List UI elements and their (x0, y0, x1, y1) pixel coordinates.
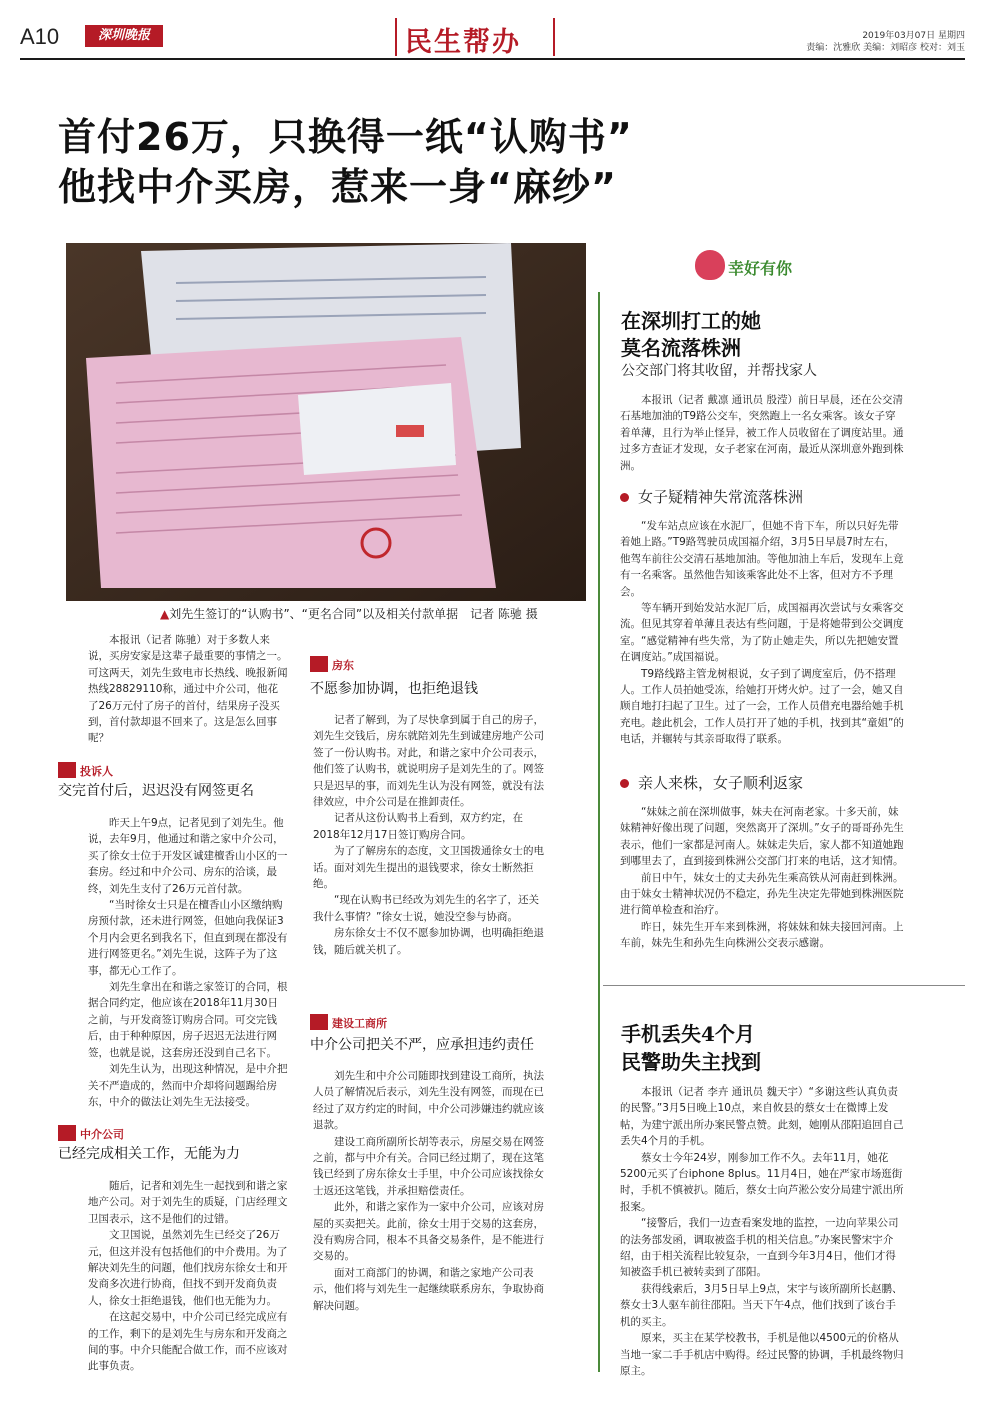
section-body-landlord (313, 712, 548, 958)
section-body-agency (88, 1178, 288, 1375)
photo-caption (160, 605, 538, 622)
paragraph: 等车辆开到始发站水泥厂后，成国福再次尝试与女乘客交流。但见其穿着单薄且表达有些问题，于是将她带到公交调度室。“感觉精神有些失常，为了防止她走失，所以先把她安置在调度站。”成国福说。 (620, 602, 904, 664)
paragraph: “发车站点应该在水泥厂，但她不肯下车，所以只好先带着她上路。”T9路驾驶员成国福介绍，3月5日早晨7时左右，他驾车前往公交清石基地加油。等他加油上车后，发现车上竟有一名乘客。虽然他告知该乘客此处不上客，但对方不予理会。 (620, 520, 904, 598)
paragraph: 本报讯（记者 戴凛 通讯员 殷滢）前日早晨，还在公交清石基地加油的T9路公交车，突然跑上一名女乘客。该女子穿着单薄，且行为举止怪异，被工作人员收留在了调度站里。通过多方查证才发现，女子老家在河南，最近从深圳意外跑到株洲。 (620, 394, 904, 472)
red-mark-icon (310, 656, 328, 672)
heart-icon (695, 250, 725, 280)
issue-date: 2019年03月07日 星期四 (862, 31, 965, 41)
page-number: A10 (20, 24, 60, 49)
bullet-text: 女子疑精神失常流落株洲 (638, 488, 804, 506)
story1-part-2 (620, 804, 905, 952)
documents-photo-illustration (66, 243, 586, 601)
paragraph: T9路线路主管龙树根说，女子到了调度室后，仍不搭理人。工作人员拍她受冻，给她打开烤火炉。过了一会，她又自顾自地打扫起了卫生。过了一会，工作人员借充电器给她手机充电。趁此机会，工作人员打开了她的手机，找到其“童姐”的电话，并辗转与其亲哥取得了联系。 (620, 667, 904, 746)
paragraph: “现在认购书已经改为刘先生的名字了，还关我什么事情？”徐女士说，她没空参与协商。 (313, 894, 539, 923)
paragraph: 昨日，妹先生开车来到株洲，将妹妹和妹夫接回河南。上车前，妹先生和孙先生向株洲公交表示感谢。 (620, 920, 904, 950)
column-tag: 幸好有你 (728, 259, 793, 278)
photo-caption-text: 刘先生签订的“认购书”、“更名合同”以及相关付款单据 记者 陈驰 摄 (169, 607, 538, 621)
subhead-commerce-office (310, 1014, 510, 1032)
subhead-tag: 投诉人 (80, 765, 113, 778)
paragraph: 刘先生和中介公司随即找到建设工商所，执法人员了解情况后表示，刘先生没有网签，而现在已经过了双方约定的时间，中介公司涉嫌违约就应该退款。 (313, 1070, 544, 1132)
subhead-complainant (58, 762, 258, 780)
lead-paragraph (88, 632, 288, 747)
story1-lead (620, 392, 905, 474)
paragraph: 为了了解房东的态度，文卫国拨通徐女士的电话。面对刘先生提出的退钱要求，徐女士断然拒绝。 (313, 845, 544, 891)
paragraph: “当时徐女士只是在檀香山小区缴纳购房预付款，还未进行网签，但她向我保证3个月内会更名到我名下，但直到现在都没有进行网签更名。”刘先生说，这阵子为了这事，都无心工作了。 (88, 899, 288, 977)
page-header (0, 0, 985, 66)
bullet-text: 亲人来株，女子顺利返家 (638, 774, 804, 792)
story1-title-line-1: 在深圳打工的她 (621, 309, 761, 333)
subhead-landlord (310, 656, 510, 674)
subhead-desc: 交完首付后，迟迟没有网签更名 (58, 783, 254, 799)
paragraph: 蔡女士今年24岁，刚参加工作不久。去年11月，她花5200元买了台iphone 8plus。11月4日，她在严家市场逛街时，手机不慎被扒。随后，蔡女士向芦淞公安分局建宁派出所报案。 (620, 1151, 904, 1213)
paragraph: 在这起交易中，中介公司已经完成应有的工作，剩下的是刘先生与房东和开发商之间的事。中介只能配合做工作，而不应该对此事负责。 (88, 1311, 288, 1373)
caption-triangle-icon: ▲ (160, 607, 170, 621)
subhead-tag: 中介公司 (80, 1128, 124, 1141)
story1-part-1 (620, 518, 905, 748)
story-divider (603, 985, 965, 986)
paragraph: 房东徐女士不仅不愿参加协调，也明确拒绝退钱，随后就关机了。 (313, 927, 544, 956)
section-title: 民生帮办 (405, 27, 521, 58)
header-rule (20, 58, 965, 60)
story1-subtitle: 公交部门将其收留，并帮找家人 (621, 363, 817, 379)
subhead-desc: 不愿参加协调，也拒绝退钱 (310, 681, 478, 697)
payment-receipt (298, 383, 456, 475)
subhead-desc: 已经完成相关工作，无能为力 (58, 1146, 240, 1162)
section-body-commerce-office (313, 1068, 548, 1314)
paragraph: 昨天上午9点，记者见到了刘先生。他说，去年9月，他通过和谐之家中介公司，买了徐女士位于开发区诚建檀香山小区的一套房。经过和中介公司、房东的洽谈，最终，刘先生支付了26万元首付款。 (88, 817, 288, 895)
paragraph: 建设工商所副所长胡等表示，房屋交易在网签之前，都与中介有关。合同已经过期了，现在这笔钱已经到了房东徐女士手里，中介公司应该找徐女士返还这笔钱，并承担赔偿责任。 (313, 1135, 544, 1197)
subhead-desc: 中介公司把关不严，应承担违约责任 (310, 1037, 534, 1053)
red-mark-icon (58, 1125, 76, 1141)
subhead-agency (58, 1125, 258, 1143)
story1-bullet-1 (620, 486, 803, 507)
news-photo (66, 243, 586, 601)
paragraph: 随后，记者和刘先生一起找到和谐之家地产公司。对于刘先生的质疑，门店经理文卫国表示，这不是他们的过错。 (88, 1180, 288, 1225)
paragraph: 记者了解到，为了尽快拿到属于自己的房子，刘先生交钱后，房东就陪刘先生到诚建房地产公司签了一份认购书。对此，和谐之家中介公司表示，他们签了认购书，就说明房子是刘先生的了。网签只是迟早的事，而刘先生认为没有网签，就没有法律效应，中介公司是在推卸责任。 (313, 714, 544, 809)
paragraph: “妹妹之前在深圳做事，妹夫在河南老家。十多天前，妹妹精神好像出现了问题，突然离开了深圳。”女子的哥哥孙先生表示，他们一家都是河南人。妹妹走失后，家人都不知道她跑到哪里去了，直到接到株洲公交部门打来的电话，这才知情。 (620, 806, 904, 868)
red-mark-icon (310, 1014, 328, 1030)
headline-line-1: 首付26万，只换得一纸“认购书” (58, 115, 633, 159)
bullet-dot-icon (620, 779, 629, 788)
story2-title-line-2: 民警助失主找到 (621, 1050, 761, 1074)
subhead-tag: 建设工商所 (332, 1017, 387, 1030)
paragraph: 本报讯（记者 陈驰）对于多数人来说，买房安家是这辈子最重要的事情之一。可这两天，刘先生致电市长热线、晚报新闻热线28829110称，通过中介公司，他花了26万元付了房子的首付，结果房子没买到，首付款却退不回来了。这是怎么回事呢？ (88, 634, 288, 745)
story2-title-line-1: 手机丢失4个月 (621, 1022, 755, 1046)
paragraph: 原来，买主在某学校教书，手机是他以4500元的价格从当地一家二手手机店中购得。经过民警的协调，手机最终物归原主。 (620, 1332, 904, 1377)
paragraph: 刘先生认为，出现这种情况，是中介把关不严造成的，然而中介却将问题踢给房东，中介的做法让刘先生无法接受。 (88, 1063, 288, 1108)
story1-title-line-2: 莫名流落株洲 (621, 336, 741, 360)
story2-body (620, 1084, 905, 1379)
bullet-dot-icon (620, 493, 629, 502)
red-mark-icon (58, 762, 76, 778)
paragraph: 获得线索后，3月5日早上9点，宋宇与该所副所长赵鹏、蔡女士3人驱车前往邵阳。当天下午4点，他们找到了该台手机的买主。 (620, 1282, 903, 1328)
newspaper-logo: 深圳晚报 (85, 25, 163, 47)
paragraph: 文卫国说，虽然刘先生已经交了26万元，但这并没有包括他们的中介费用。为了解决刘先生的问题，他们找房东徐女士和开发商多次进行协商，但找不到开发商负责人，徐女士拒绝退钱，他们也无能为力。 (88, 1229, 288, 1307)
paragraph: 面对工商部门的协调，和谐之家地产公司表示，他们将与刘先生一起继续联系房东，争取协商解决问题。 (313, 1266, 544, 1312)
paragraph: 记者从这份认购书上看到，双方约定，在2018年12月17日签订购房合同。 (313, 812, 523, 841)
story1-bullet-2 (620, 772, 803, 793)
paragraph: 本报讯（记者 李卉 通讯员 魏天宇）“多谢这些认真负责的民警。”3月5日晚上10点，来自攸县的蔡女士在微博上发帖，为建宁派出所办案民警点赞。此刻，她刚从邵阳追回自己丢失4个月的手机。 (620, 1086, 904, 1148)
section-body-complainant (88, 815, 288, 1110)
paragraph: 刘先生拿出在和谐之家签订的合同，根据合同约定，他应该在2018年11月30日之前，与开发商签订购房合同。可交完钱后，由于种种原因，房子迟迟无法进行网签，也就是说，这套房还没到自己名下。 (88, 981, 288, 1059)
subhead-tag: 房东 (332, 659, 354, 672)
editor-credits: 责编：沈雅欣 美编：刘昭彦 校对：刘玉 (806, 43, 965, 53)
paragraph: “接警后，我们一边查看案发地的监控，一边向苹果公司的法务部发函，调取被盗手机的相关信息。”办案民警宋宇介绍，由于相关流程比较复杂，一直到今年3月4日，他们才得知被盗手机已被转卖到了邵阳。 (620, 1217, 899, 1279)
paragraph: 此外，和谐之家作为一家中介公司，应该对房屋的买卖把关。此前，徐女士用于交易的这套房，没有购房合同，根本不具备交易条件，是不能进行交易的。 (313, 1201, 544, 1263)
paragraph: 前日中午，妹女士的丈夫孙先生乘高铁从河南赶到株洲。由于妹女士精神状况仍不稳定，孙先生决定先带她到株洲医院进行简单检查和治疗。 (620, 871, 904, 917)
headline-line-2: 他找中介买房，惹来一身“麻纱” (58, 165, 617, 209)
